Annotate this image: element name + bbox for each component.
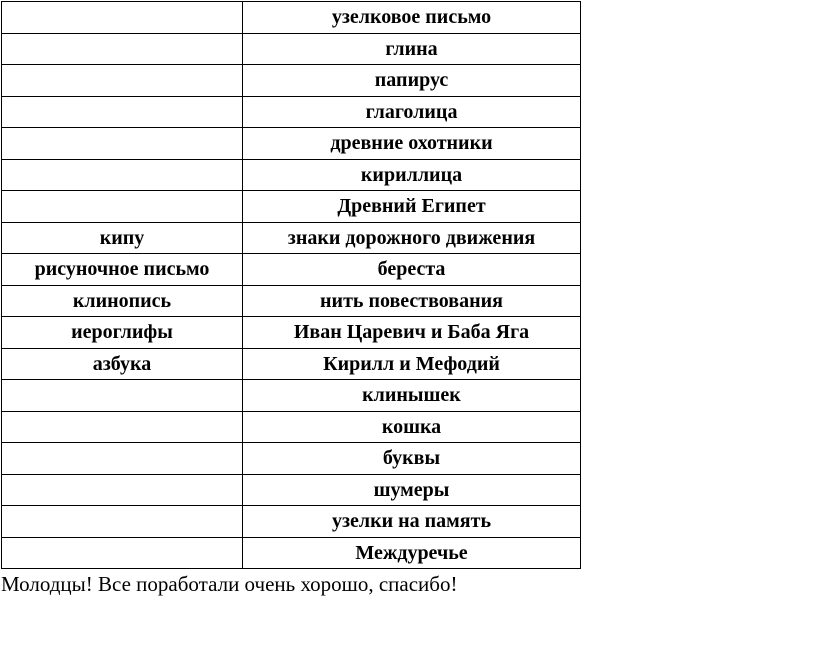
table-row	[2, 96, 581, 128]
right-cell: глаголица	[243, 96, 581, 128]
left-cell: иероглифы	[2, 317, 243, 349]
table-row	[2, 285, 581, 317]
closing-message: Молодцы! Все поработали очень хорошо, спасибо!	[1, 572, 458, 596]
right-cell: папирус	[243, 65, 581, 97]
right-cell: Кирилл и Мефодий	[243, 348, 581, 380]
table-row	[2, 159, 581, 191]
right-cell: Междуречье	[243, 537, 581, 569]
left-cell: кипу	[2, 222, 243, 254]
left-cell	[2, 443, 243, 475]
table-row	[2, 191, 581, 223]
right-cell: Древний Египет	[243, 191, 581, 223]
table-row	[2, 254, 581, 286]
right-cell: Иван Царевич и Баба Яга	[243, 317, 581, 349]
right-cell: узелковое письмо	[243, 2, 581, 34]
right-cell: древние охотники	[243, 128, 581, 160]
table-row	[2, 33, 581, 65]
left-cell: клинопись	[2, 285, 243, 317]
table-row	[2, 380, 581, 412]
left-cell	[2, 96, 243, 128]
right-cell: береста	[243, 254, 581, 286]
right-cell: глина	[243, 33, 581, 65]
table-row	[2, 506, 581, 538]
matching-table	[1, 1, 581, 569]
right-cell: клинышек	[243, 380, 581, 412]
right-cell: кириллица	[243, 159, 581, 191]
left-cell	[2, 128, 243, 160]
left-cell	[2, 411, 243, 443]
table-row	[2, 128, 581, 160]
table-row	[2, 2, 581, 34]
table-row	[2, 443, 581, 475]
right-cell: узелки на память	[243, 506, 581, 538]
left-cell	[2, 506, 243, 538]
left-cell: азбука	[2, 348, 243, 380]
right-cell: знаки дорожного движения	[243, 222, 581, 254]
left-cell	[2, 474, 243, 506]
table-row	[2, 474, 581, 506]
table-row	[2, 317, 581, 349]
table-row	[2, 65, 581, 97]
left-cell	[2, 2, 243, 34]
left-cell	[2, 537, 243, 569]
right-cell: шумеры	[243, 474, 581, 506]
left-cell	[2, 33, 243, 65]
left-cell: рисуночное письмо	[2, 254, 243, 286]
left-cell	[2, 159, 243, 191]
left-cell	[2, 191, 243, 223]
table-row	[2, 348, 581, 380]
table-row	[2, 537, 581, 569]
left-cell	[2, 65, 243, 97]
right-cell: нить повествования	[243, 285, 581, 317]
left-cell	[2, 380, 243, 412]
table-row	[2, 411, 581, 443]
table-row	[2, 222, 581, 254]
right-cell: кошка	[243, 411, 581, 443]
right-cell: буквы	[243, 443, 581, 475]
